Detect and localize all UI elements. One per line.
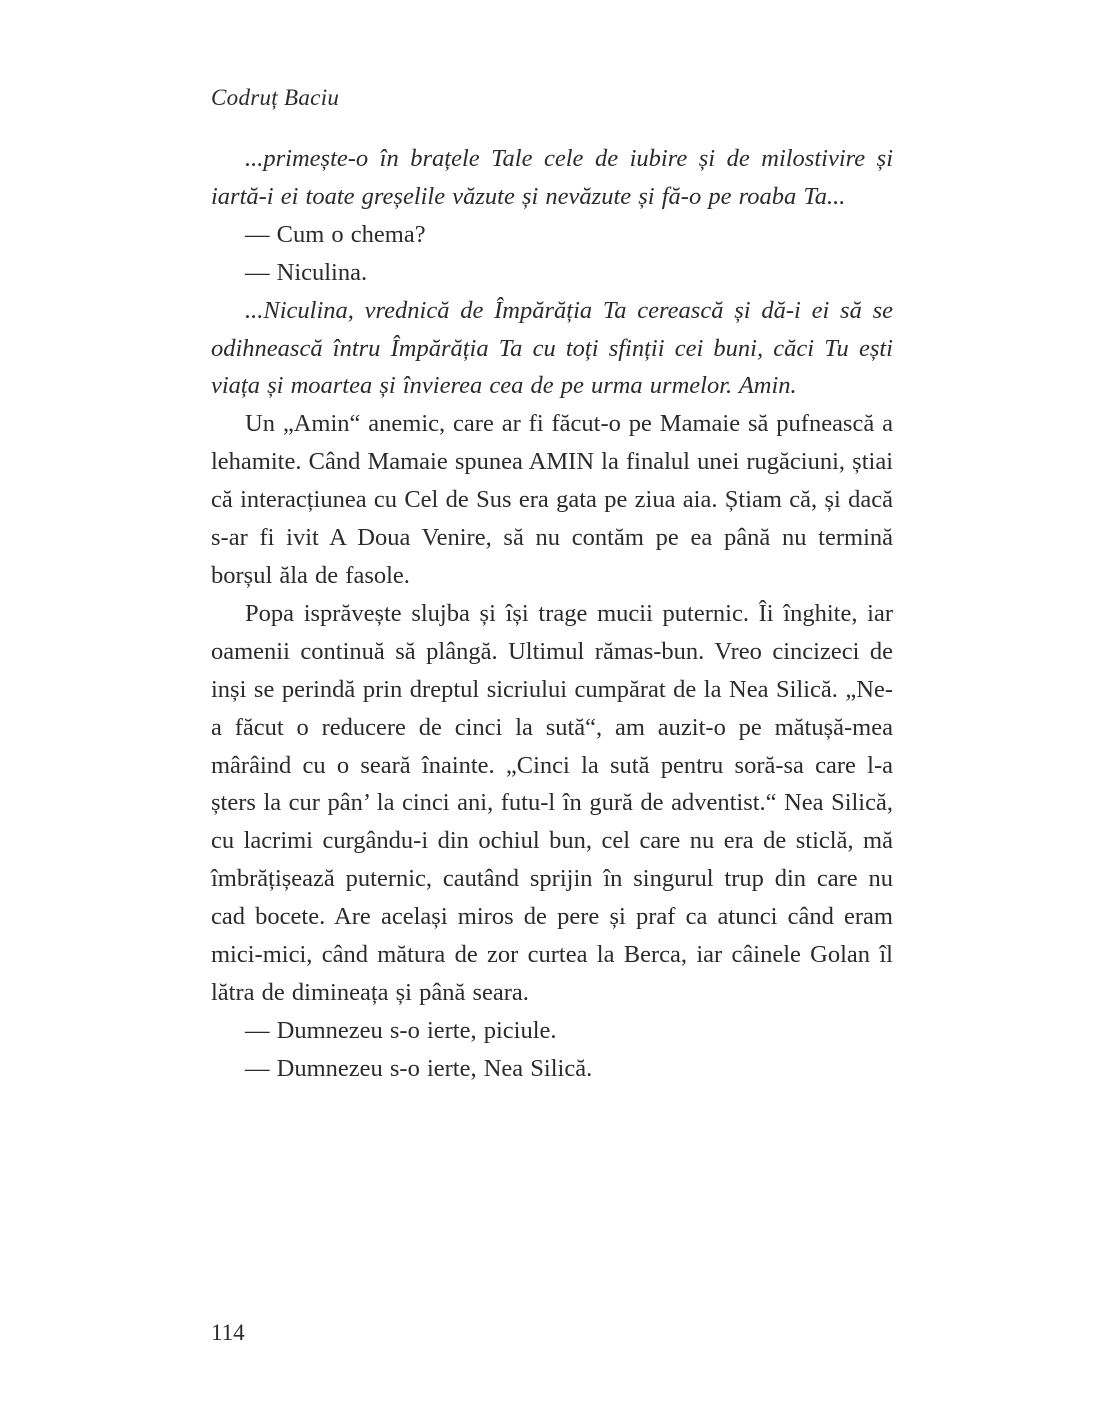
text-body bbox=[211, 140, 893, 1088]
dialog-line: — Niculina. bbox=[245, 258, 368, 286]
dialog-line: — Dumnezeu s-o ierte, Nea Silică. bbox=[245, 1054, 593, 1082]
text-block bbox=[211, 84, 893, 1088]
dialog-line: — Dumnezeu s-o ierte, piciule. bbox=[245, 1016, 557, 1044]
paragraph: Un „Amin“ anemic, care ar fi făcut-o pe Mamaie să pufnească a lehamite. Când Mamaie spunea AMIN la finalul unei rugăciuni, știai că interacțiunea cu Cel de Sus era gata pe ziua aia. Știam că, și dacă s-ar fi ivit A Doua Venire, să nu contăm pe ea până nu termină borșul ăla de fasole. bbox=[211, 410, 893, 589]
paragraph: Popa isprăvește slujba și își trage mucii puternic. Îi înghite, iar oamenii continuă să plângă. Ultimul rămas-bun. Vreo cincizeci de inși se perindă prin dreptul sicriului cumpărat de la Nea Silică. „Ne-a făcut o reducere de cinci la sută“, am auzit-o pe mătușă-mea mârâind cu o seară înainte. „Cinci la sută pentru soră-sa care l-a șters la cur pân’ la cinci ani, futu-l în gură de adventist.“ Nea Silică, cu lacrimi curgându-i din ochiul bun, cel care nu era de sticlă, mă îmbrățișează puternic, cautând sprijin în singurul trup din care nu cad bocete. Are același miros de pere și praf ca atunci când eram mici-mici, când mătura de zor curtea la Berca, iar câinele Golan îl lătra de dimineața și până seara. bbox=[211, 599, 893, 1006]
paragraph: ...Niculina, vrednică de Împărăția Ta cerească și dă-i ei să se odihnească întru Împărăția Ta cu toți sfinții cei buni, căci Tu ești viața și moartea și învierea cea de pe urma urmelor. Amin. bbox=[211, 296, 893, 400]
running-header-author: Codruț Baciu bbox=[211, 85, 340, 110]
page-number: 114 bbox=[211, 1320, 245, 1345]
dialog-line: — Cum o chema? bbox=[245, 220, 426, 248]
paragraph: ...primește-o în brațele Tale cele de iubire și de milostivire și iartă-i ei toate greșelile văzute și nevăzute și fă-o pe roaba Ta... bbox=[211, 145, 893, 210]
